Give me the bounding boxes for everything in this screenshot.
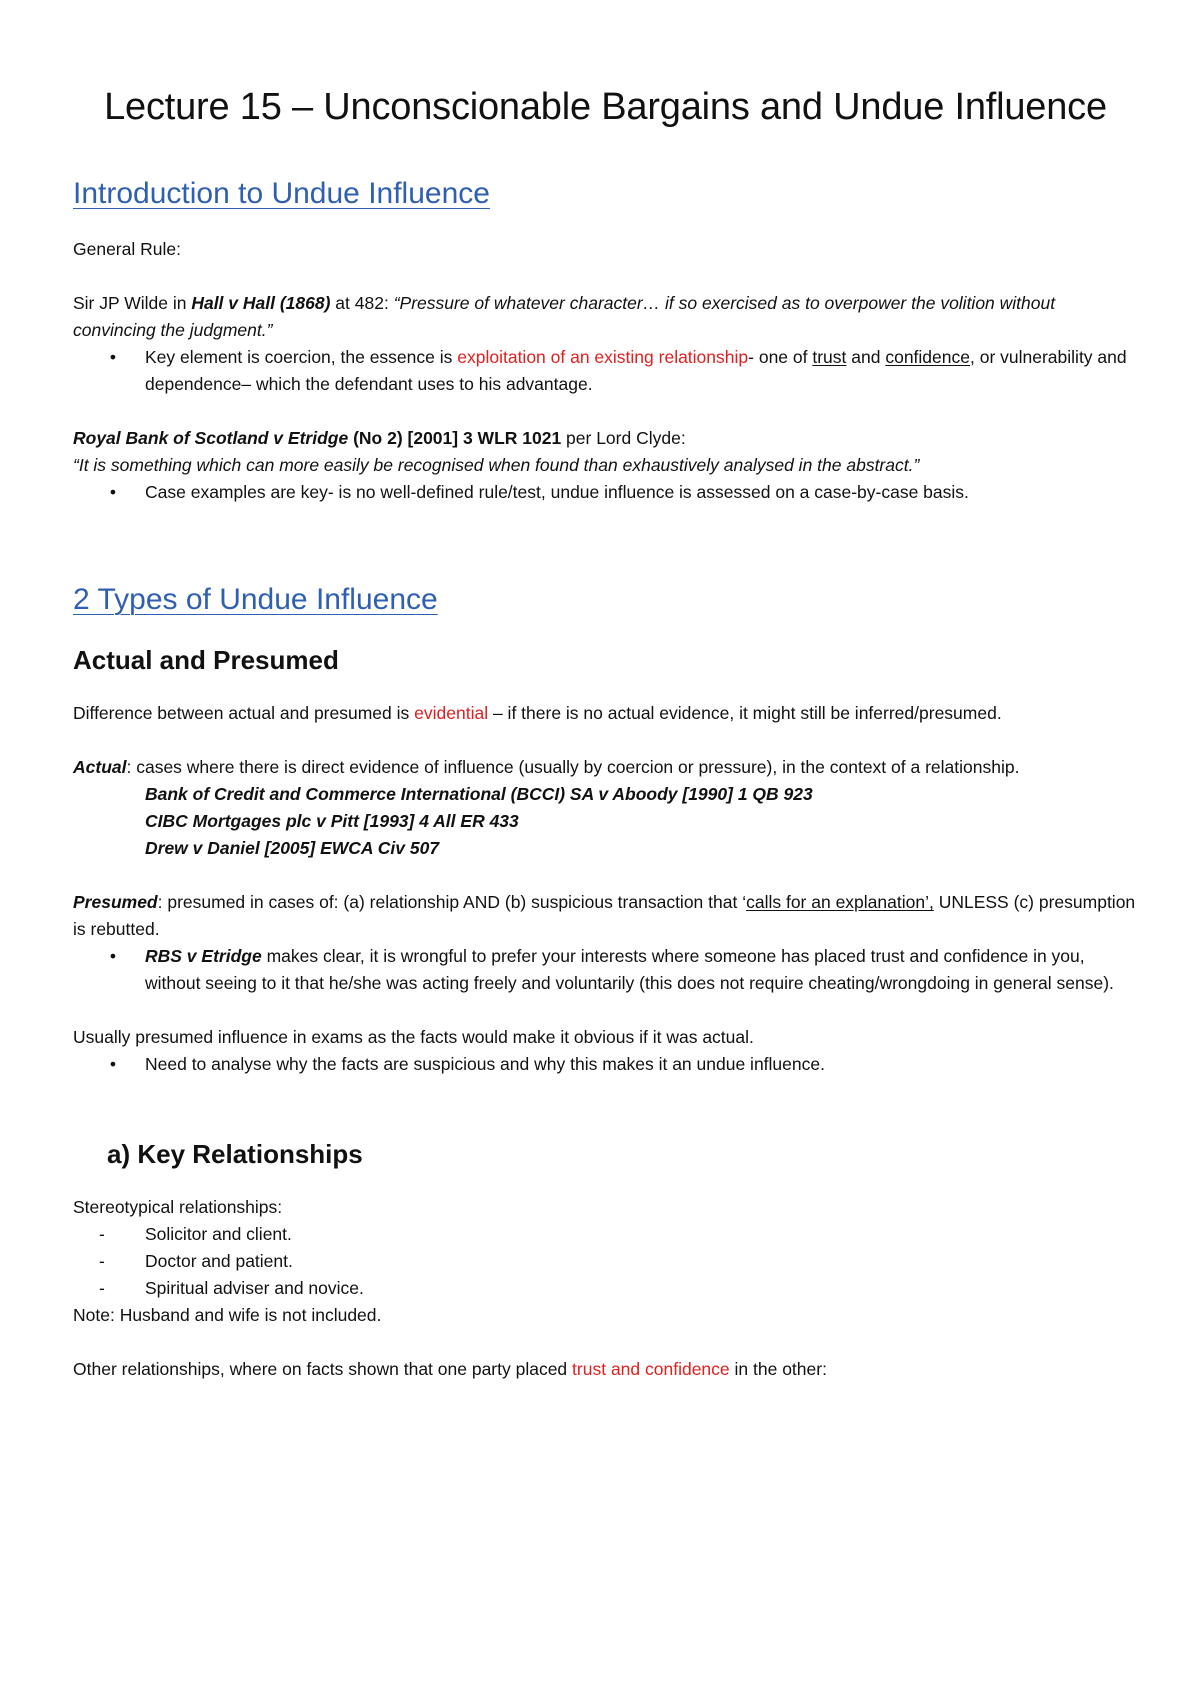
list-item: • Key element is coercion, the essence is exploitation of an existing relationship- one of trust and confidence, or vulnerability and dependence– which the defendant uses to his advantage.	[73, 344, 1138, 398]
other-relationships-paragraph: Other relationships, where on facts shown that one party placed trust and confidence in the other:	[73, 1359, 827, 1379]
wilde-quote: “Pressure of whatever character… if so exercised as to overpower the volition without convincing the judgment.”	[73, 293, 1056, 340]
etridge-bullets	[73, 479, 1138, 506]
list-item: • RBS v Etridge makes clear, it is wrongful to prefer your interests where someone has placed trust and confidence in you, without seeing to it that he/she was acting freely and voluntarily (this does not require cheating/wrongdoing in general sense).	[73, 943, 1138, 997]
stereotypical-label: Stereotypical relationships:	[73, 1197, 283, 1217]
highlight-text: trust and confidence	[572, 1359, 730, 1379]
bullet-icon: •	[109, 946, 117, 966]
dash-icon: -	[99, 1278, 105, 1298]
wilde-quote-paragraph: Sir JP Wilde in Hall v Hall (1868) at 482: “Pressure of whatever character… if so exercised as to overpower the volition without convincing the judgment.”	[73, 293, 1056, 340]
list-item: • Case examples are key- is no well-defined rule/test, undue influence is assessed on a case-by-case basis.	[73, 479, 1138, 506]
dash-icon: -	[99, 1251, 105, 1271]
difference-paragraph: Difference between actual and presumed is evidential – if there is no actual evidence, it might still be inferred/presumed.	[73, 703, 1002, 723]
usually-paragraph: Usually presumed influence in exams as the facts would make it obvious if it was actual.	[73, 1027, 754, 1047]
etridge-quote: “It is something which can more easily be recognised when found than exhaustively analysed in the abstract.”	[73, 455, 920, 475]
wilde-bullets	[73, 344, 1138, 398]
heading-introduction: Introduction to Undue Influence	[73, 177, 490, 210]
list-item: - Solicitor and client.	[73, 1221, 1138, 1248]
subheading-actual-presumed: Actual and Presumed	[73, 645, 339, 675]
presumed-bullets	[73, 943, 1138, 997]
bullet-icon: •	[109, 482, 117, 502]
note-paragraph: Note: Husband and wife is not included.	[73, 1305, 382, 1325]
list-item: - Spiritual adviser and novice.	[73, 1275, 1138, 1302]
presumed-paragraph: Presumed: presumed in cases of: (a) relationship AND (b) suspicious transaction that ‘calls for an explanation’, UNLESS (c) presumption is rebutted.	[73, 892, 1136, 939]
case-citation: Drew v Daniel [2005] EWCA Civ 507	[145, 838, 440, 858]
general-rule-label: General Rule:	[73, 239, 181, 259]
case-hall-v-hall: Hall v Hall (1868)	[191, 293, 331, 313]
highlight-text: exploitation of an existing relationship	[457, 347, 749, 367]
subheading-key-relationships: a) Key Relationships	[107, 1139, 363, 1169]
highlight-text: evidential	[414, 703, 489, 723]
case-etridge: Royal Bank of Scotland v Etridge	[73, 428, 349, 448]
relationship-list	[73, 1221, 1138, 1302]
list-item: - Doctor and patient.	[73, 1248, 1138, 1275]
dash-icon: -	[99, 1224, 105, 1244]
bullet-icon: •	[109, 347, 117, 367]
etridge-citation: Royal Bank of Scotland v Etridge (No 2) [2001] 3 WLR 1021 per Lord Clyde:	[73, 428, 686, 448]
heading-types: 2 Types of Undue Influence	[73, 583, 438, 616]
usually-bullets	[73, 1051, 1138, 1078]
actual-case-list	[73, 781, 1138, 862]
document-title: Lecture 15 – Unconscionable Bargains and Undue Influence	[104, 86, 1107, 128]
bullet-icon: •	[109, 1054, 117, 1074]
case-citation: CIBC Mortgages plc v Pitt [1993] 4 All ER 433	[145, 811, 519, 831]
case-citation: Bank of Credit and Commerce International (BCCI) SA v Aboody [1990] 1 QB 923	[145, 784, 813, 804]
list-item: • Need to analyse why the facts are suspicious and why this makes it an undue influence.	[73, 1051, 1138, 1078]
actual-paragraph: Actual: cases where there is direct evidence of influence (usually by coercion or pressure), in the context of a relationship.	[73, 757, 1020, 777]
